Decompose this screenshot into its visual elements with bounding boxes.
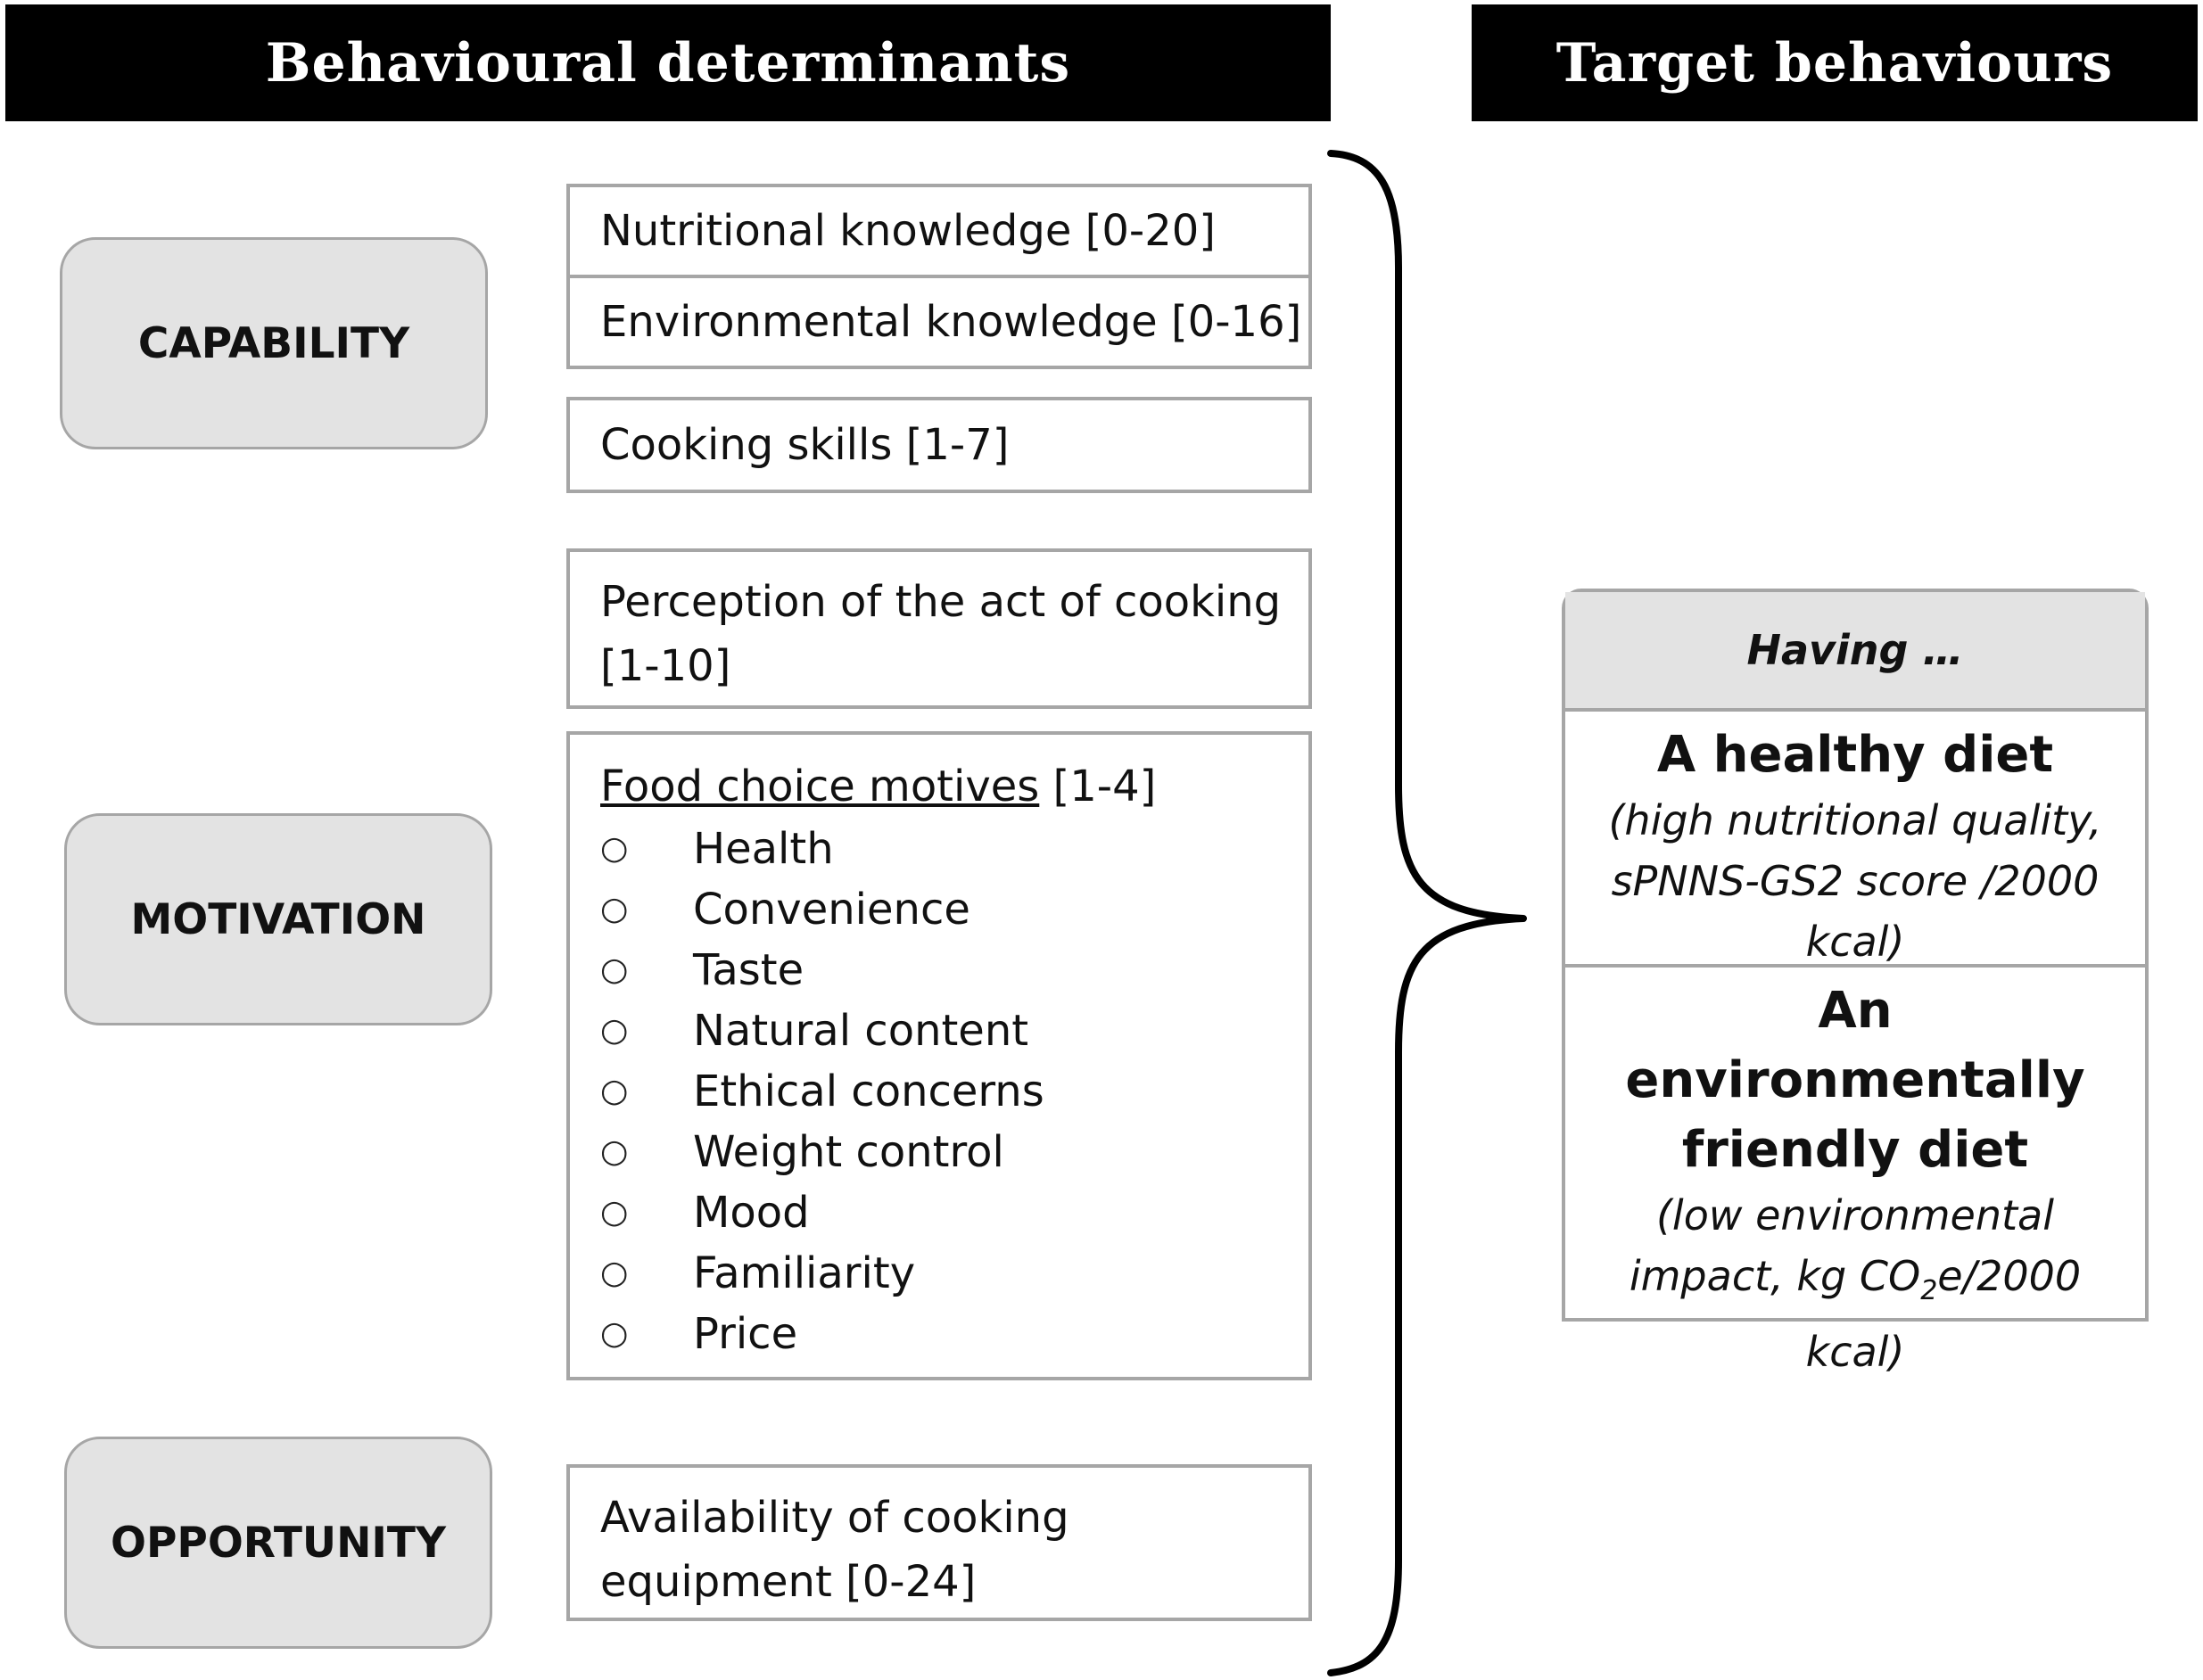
category-motivation-label: MOTIVATION xyxy=(130,894,426,944)
env-diet-sub-2 xyxy=(1583,1246,2127,1322)
target-having-header xyxy=(1565,592,2145,712)
healthy-diet-title: A healthy diet xyxy=(1656,726,2054,784)
environmental-knowledge-label: Environmental knowledge [0-16] xyxy=(600,297,1302,347)
co2-subscript: 2 xyxy=(1920,1275,1938,1307)
header-determinants-label: Behavioural determinants xyxy=(265,31,1071,95)
bullet-circle-icon: ○ xyxy=(600,1133,629,1170)
motive-label: Ethical concerns xyxy=(693,1066,1044,1116)
cooking-skills-label: Cooking skills [1-7] xyxy=(600,420,1010,470)
motive-label: Mood xyxy=(693,1188,810,1238)
bullet-circle-icon: ○ xyxy=(600,1012,629,1049)
bullet-circle-icon: ○ xyxy=(600,1194,629,1231)
motive-label: Health xyxy=(693,824,834,874)
env-diet-sub-1: (low environmental xyxy=(1655,1191,2055,1239)
motive-label: Weight control xyxy=(693,1127,1004,1177)
motive-label: Convenience xyxy=(693,885,970,935)
category-opportunity-label: OPPORTUNITY xyxy=(110,1518,447,1568)
target-behaviours-box xyxy=(1562,589,2149,1377)
env-diet-title-2: friendly diet xyxy=(1681,1121,2029,1179)
food-choice-title: Food choice motives xyxy=(600,762,1040,811)
bullet-circle-icon: ○ xyxy=(600,891,629,927)
env-diet-sub-3: kcal) xyxy=(1805,1328,1905,1377)
bullet-circle-icon: ○ xyxy=(600,951,629,988)
bullet-circle-icon: ○ xyxy=(600,830,629,867)
target-healthy-diet xyxy=(1565,712,2145,968)
healthy-diet-sub-2: sPNNS-GS2 score /2000 xyxy=(1611,857,2100,905)
perception-line-1: Perception of the act of cooking xyxy=(600,577,1282,627)
perception-line-2: [1-10] xyxy=(600,641,731,691)
header-targets-label: Target behaviours xyxy=(1555,31,2114,95)
healthy-diet-sub-1: (high nutritional quality, xyxy=(1608,796,2102,844)
nutritional-knowledge-label: Nutritional knowledge [0-20] xyxy=(600,206,1216,256)
motive-label: Taste xyxy=(693,945,804,995)
motive-label: Familiarity xyxy=(693,1248,916,1298)
motive-label: Price xyxy=(693,1309,798,1359)
food-choice-range: [1-4] xyxy=(1039,762,1157,811)
motive-label: Natural content xyxy=(693,1006,1029,1056)
having-label: Having … xyxy=(1746,626,1964,674)
env-sub-2a: impact, kg CO xyxy=(1629,1252,1921,1300)
availability-line-2: equipment [0-24] xyxy=(600,1557,977,1607)
bullet-circle-icon: ○ xyxy=(600,1315,629,1352)
bullet-circle-icon: ○ xyxy=(600,1255,629,1291)
target-environmentally-friendly-diet xyxy=(1565,968,2145,1391)
category-capability-label: CAPABILITY xyxy=(137,318,410,368)
availability-line-1: Availability of cooking xyxy=(600,1493,1069,1543)
bullet-circle-icon: ○ xyxy=(600,1073,629,1109)
healthy-diet-sub-3: kcal) xyxy=(1805,918,1905,966)
env-diet-title-1: An environmentally xyxy=(1625,982,2085,1109)
env-sub-2b: e/2000 xyxy=(1937,1252,2082,1300)
